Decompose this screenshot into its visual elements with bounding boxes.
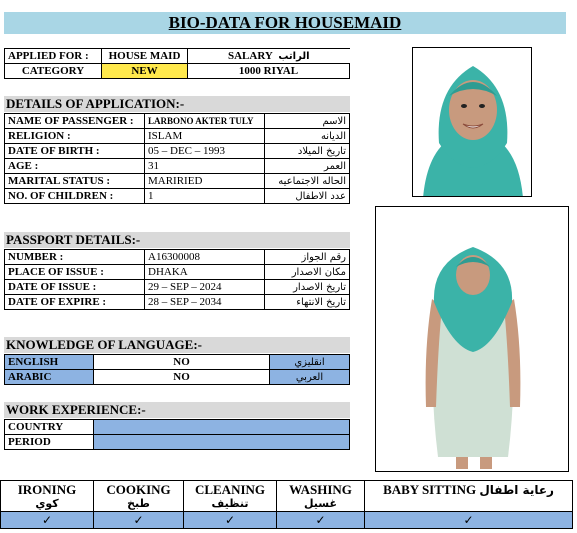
application-value: LARBONO AKTER TULY bbox=[145, 114, 265, 129]
skill-cell bbox=[277, 481, 365, 512]
document-title: BIO-DATA FOR HOUSEMAID bbox=[168, 13, 402, 32]
skill-check: ✓ bbox=[94, 512, 184, 529]
passport-row bbox=[5, 265, 350, 280]
skill-arabic: رعاية اطفال bbox=[479, 483, 554, 497]
applied-for-label: APPLIED FOR : bbox=[5, 49, 102, 64]
language-table bbox=[4, 354, 350, 385]
application-row bbox=[5, 159, 350, 174]
skill-arabic: غسيل bbox=[303, 497, 338, 510]
skill-check: ✓ bbox=[1, 512, 94, 529]
passport-value: 29 – SEP – 2024 bbox=[145, 280, 265, 295]
full-body-photo bbox=[375, 206, 569, 472]
application-row bbox=[5, 189, 350, 204]
language-value: NO bbox=[94, 355, 270, 370]
passport-label: DATE OF ISSUE : bbox=[5, 280, 145, 295]
work-heading: WORK EXPERIENCE:- bbox=[4, 402, 350, 418]
application-row bbox=[5, 129, 350, 144]
passport-row bbox=[5, 250, 350, 265]
language-arabic: العربي bbox=[270, 370, 350, 385]
passport-arabic: تاريخ الانتهاء bbox=[265, 295, 350, 310]
applied-for-table bbox=[4, 48, 350, 79]
application-arabic: عدد الاطفال bbox=[265, 189, 350, 204]
application-value: 05 – DEC – 1993 bbox=[145, 144, 265, 159]
salary-value: 1000 RIYAL bbox=[188, 64, 350, 79]
category-value: NEW bbox=[102, 64, 188, 79]
portrait-photo-image bbox=[413, 48, 532, 197]
skill-cell bbox=[184, 481, 277, 512]
skill-name: BABY SITTING bbox=[383, 482, 477, 497]
language-row bbox=[5, 355, 350, 370]
application-label: MARITAL STATUS : bbox=[5, 174, 145, 189]
application-arabic: تاريخ الميلاد bbox=[265, 144, 350, 159]
skill-arabic: تنظيف bbox=[211, 497, 249, 510]
skill-name: COOKING bbox=[106, 482, 171, 497]
skill-check: ✓ bbox=[184, 512, 277, 529]
passport-value: A16300008 bbox=[145, 250, 265, 265]
skill-arabic: طبخ bbox=[127, 497, 150, 510]
passport-arabic: مكان الاصدار bbox=[265, 265, 350, 280]
skill-cell bbox=[365, 481, 573, 512]
application-label: AGE : bbox=[5, 159, 145, 174]
application-row bbox=[5, 144, 350, 159]
passport-arabic: رقم الجواز bbox=[265, 250, 350, 265]
category-label: CATEGORY bbox=[5, 64, 102, 79]
work-label: COUNTRY bbox=[5, 420, 94, 435]
application-arabic: الاسم bbox=[265, 114, 350, 129]
work-row bbox=[5, 435, 350, 450]
passport-row bbox=[5, 295, 350, 310]
passport-arabic: تاريخ الاصدار bbox=[265, 280, 350, 295]
application-arabic: العمر bbox=[265, 159, 350, 174]
passport-value: 28 – SEP – 2034 bbox=[145, 295, 265, 310]
passport-value: DHAKA bbox=[145, 265, 265, 280]
passport-label: DATE OF EXPIRE : bbox=[5, 295, 145, 310]
application-label: RELIGION : bbox=[5, 129, 145, 144]
application-label: NAME OF PASSENGER : bbox=[5, 114, 145, 129]
application-value: 31 bbox=[145, 159, 265, 174]
skill-cell bbox=[94, 481, 184, 512]
application-table bbox=[4, 113, 350, 204]
language-arabic: انقليزي bbox=[270, 355, 350, 370]
passport-label: NUMBER : bbox=[5, 250, 145, 265]
language-label: ARABIC bbox=[5, 370, 94, 385]
language-label: ENGLISH bbox=[5, 355, 94, 370]
skill-arabic: كوي bbox=[35, 497, 59, 510]
skill-name: WASHING bbox=[289, 482, 352, 497]
work-label: PERIOD bbox=[5, 435, 94, 450]
salary-ar: الراتب bbox=[278, 50, 310, 62]
passport-row bbox=[5, 280, 350, 295]
application-value: ISLAM bbox=[145, 129, 265, 144]
language-value: NO bbox=[94, 370, 270, 385]
language-row bbox=[5, 370, 350, 385]
application-heading: DETAILS OF APPLICATION:- bbox=[4, 96, 350, 112]
application-row bbox=[5, 114, 350, 129]
language-heading: KNOWLEDGE OF LANGUAGE:- bbox=[4, 337, 350, 353]
applied-for-value: HOUSE MAID bbox=[102, 49, 188, 64]
application-arabic: الديانه bbox=[265, 129, 350, 144]
application-arabic: الحاله الاجتماعيه bbox=[265, 174, 350, 189]
work-row bbox=[5, 420, 350, 435]
passport-label: PLACE OF ISSUE : bbox=[5, 265, 145, 280]
work-value bbox=[94, 420, 350, 435]
work-value bbox=[94, 435, 350, 450]
full-body-photo-image bbox=[376, 207, 569, 472]
skill-name: IRONING bbox=[17, 482, 77, 497]
application-label: DATE OF BIRTH : bbox=[5, 144, 145, 159]
skills-table bbox=[0, 480, 573, 529]
application-label: NO. OF CHILDREN : bbox=[5, 189, 145, 204]
skill-check: ✓ bbox=[277, 512, 365, 529]
passport-table bbox=[4, 249, 350, 310]
passport-heading: PASSPORT DETAILS:- bbox=[4, 232, 350, 248]
work-table bbox=[4, 419, 350, 450]
skill-cell bbox=[1, 481, 94, 512]
application-value: MARIRIED bbox=[145, 174, 265, 189]
application-row bbox=[5, 174, 350, 189]
application-value: 1 bbox=[145, 189, 265, 204]
title-bar bbox=[4, 12, 566, 34]
salary-label: SALARY الراتب bbox=[188, 49, 350, 64]
skill-name: CLEANING bbox=[194, 482, 266, 497]
portrait-photo bbox=[412, 47, 532, 197]
skill-check: ✓ bbox=[365, 512, 573, 529]
